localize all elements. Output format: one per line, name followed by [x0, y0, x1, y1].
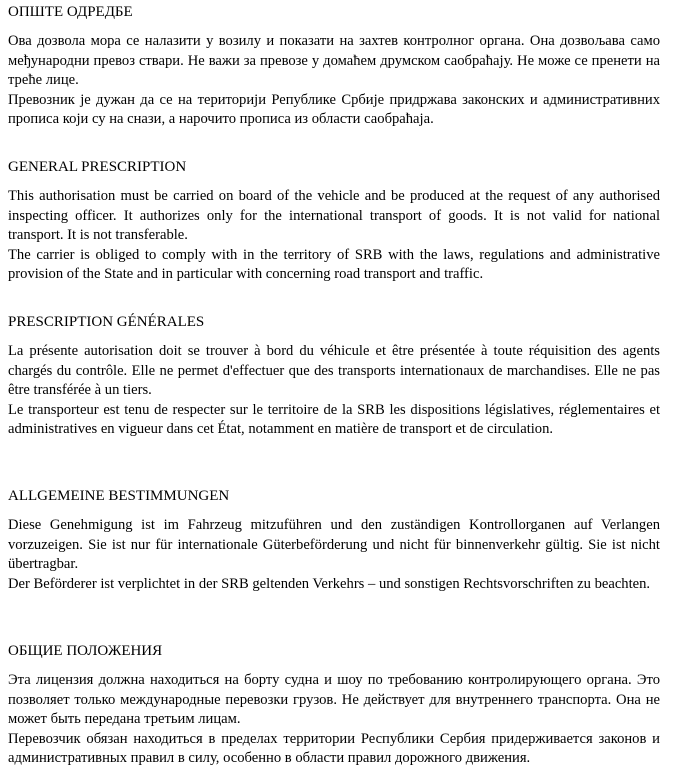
- section-paragraph: Der Beförderer ist verplichtet in der SRB geltenden Verkehrs – und sonstigen Rechtsvorschriften zu beachten.: [8, 575, 651, 592]
- section-paragraph: Ова дозвола мора се налазити у возилу и показати на захтев контролног органа. Она дозвољава само међународни превоз ствари. Не важи за превозе у домаћем друмском саобраћају. Не може се пренети на треће лице.: [8, 33, 660, 89]
- section-paragraph: Le transporteur est tenu de respecter sur le territoire de la SRB les dispositions législatives, réglementaires et administratives en vigueur dans cet État, notamment en matière de transport et de circulation.: [8, 401, 660, 438]
- section-paragraph: Эта лицензия должна находиться на борту судна и шоу по требованию контролирующего органа. Это позволяет только международные перевозки грузов. Не действует для внутреннего транспорта. Она не может быть передана третьим лицам.: [8, 672, 660, 728]
- section-heading: ALLGEMEINE BESTIMMUNGEN: [8, 488, 230, 504]
- section-english: [8, 158, 660, 285]
- section-heading: PRESCRIPTION GÉNÉRALES: [8, 314, 205, 330]
- section-paragraph: Перевозчик обязан находиться в пределах территории Республики Сербия придерживается законов и административных правил в силу, особенно в области правил дорожного движения.: [8, 730, 660, 767]
- section-paragraph: This authorisation must be carried on board of the vehicle and be produced at the request of any authorised inspecting officer. It authorizes only for the international transport of goods. It is not valid for national transport. It is not transferable.: [8, 188, 660, 244]
- section-paragraph: Diese Genehmigung ist im Fahrzeug mitzuführen und den zuständigen Kontrollorganen auf Verlangen vorzuzeigen. Sie ist nur für internationale Güterbeförderung und nicht für binnenverkehr gültig. Sie ist nicht übertragbar.: [8, 517, 660, 573]
- section-paragraph: La présente autorisation doit se trouver à bord du véhicule et être présentée à toute réquisition des agents chargés du contrôle. Elle ne permet d'effectuer que des transports internationaux de marchandises. Elle ne pas être transférée à un tiers.: [8, 343, 660, 399]
- section-german: [8, 487, 660, 594]
- section-serbian: [8, 3, 660, 130]
- section-heading: GENERAL PRESCRIPTION: [8, 159, 187, 175]
- section-paragraph: Превозник је дужан да се на територији Републике Србије придржава законских и административних прописа који су на снази, а нарочито прописа из области саобраћаја.: [8, 91, 660, 128]
- section-french: [8, 313, 660, 440]
- section-russian: [8, 642, 660, 769]
- section-heading: ОБЩИЕ ПОЛОЖЕНИЯ: [8, 643, 163, 659]
- section-paragraph: The carrier is obliged to comply with in the territory of SRB with the laws, regulations and administrative provision of the State and in particular with concerning road transport and traffic.: [8, 246, 660, 283]
- section-heading: ОПШТЕ ОДРЕДБЕ: [8, 4, 133, 20]
